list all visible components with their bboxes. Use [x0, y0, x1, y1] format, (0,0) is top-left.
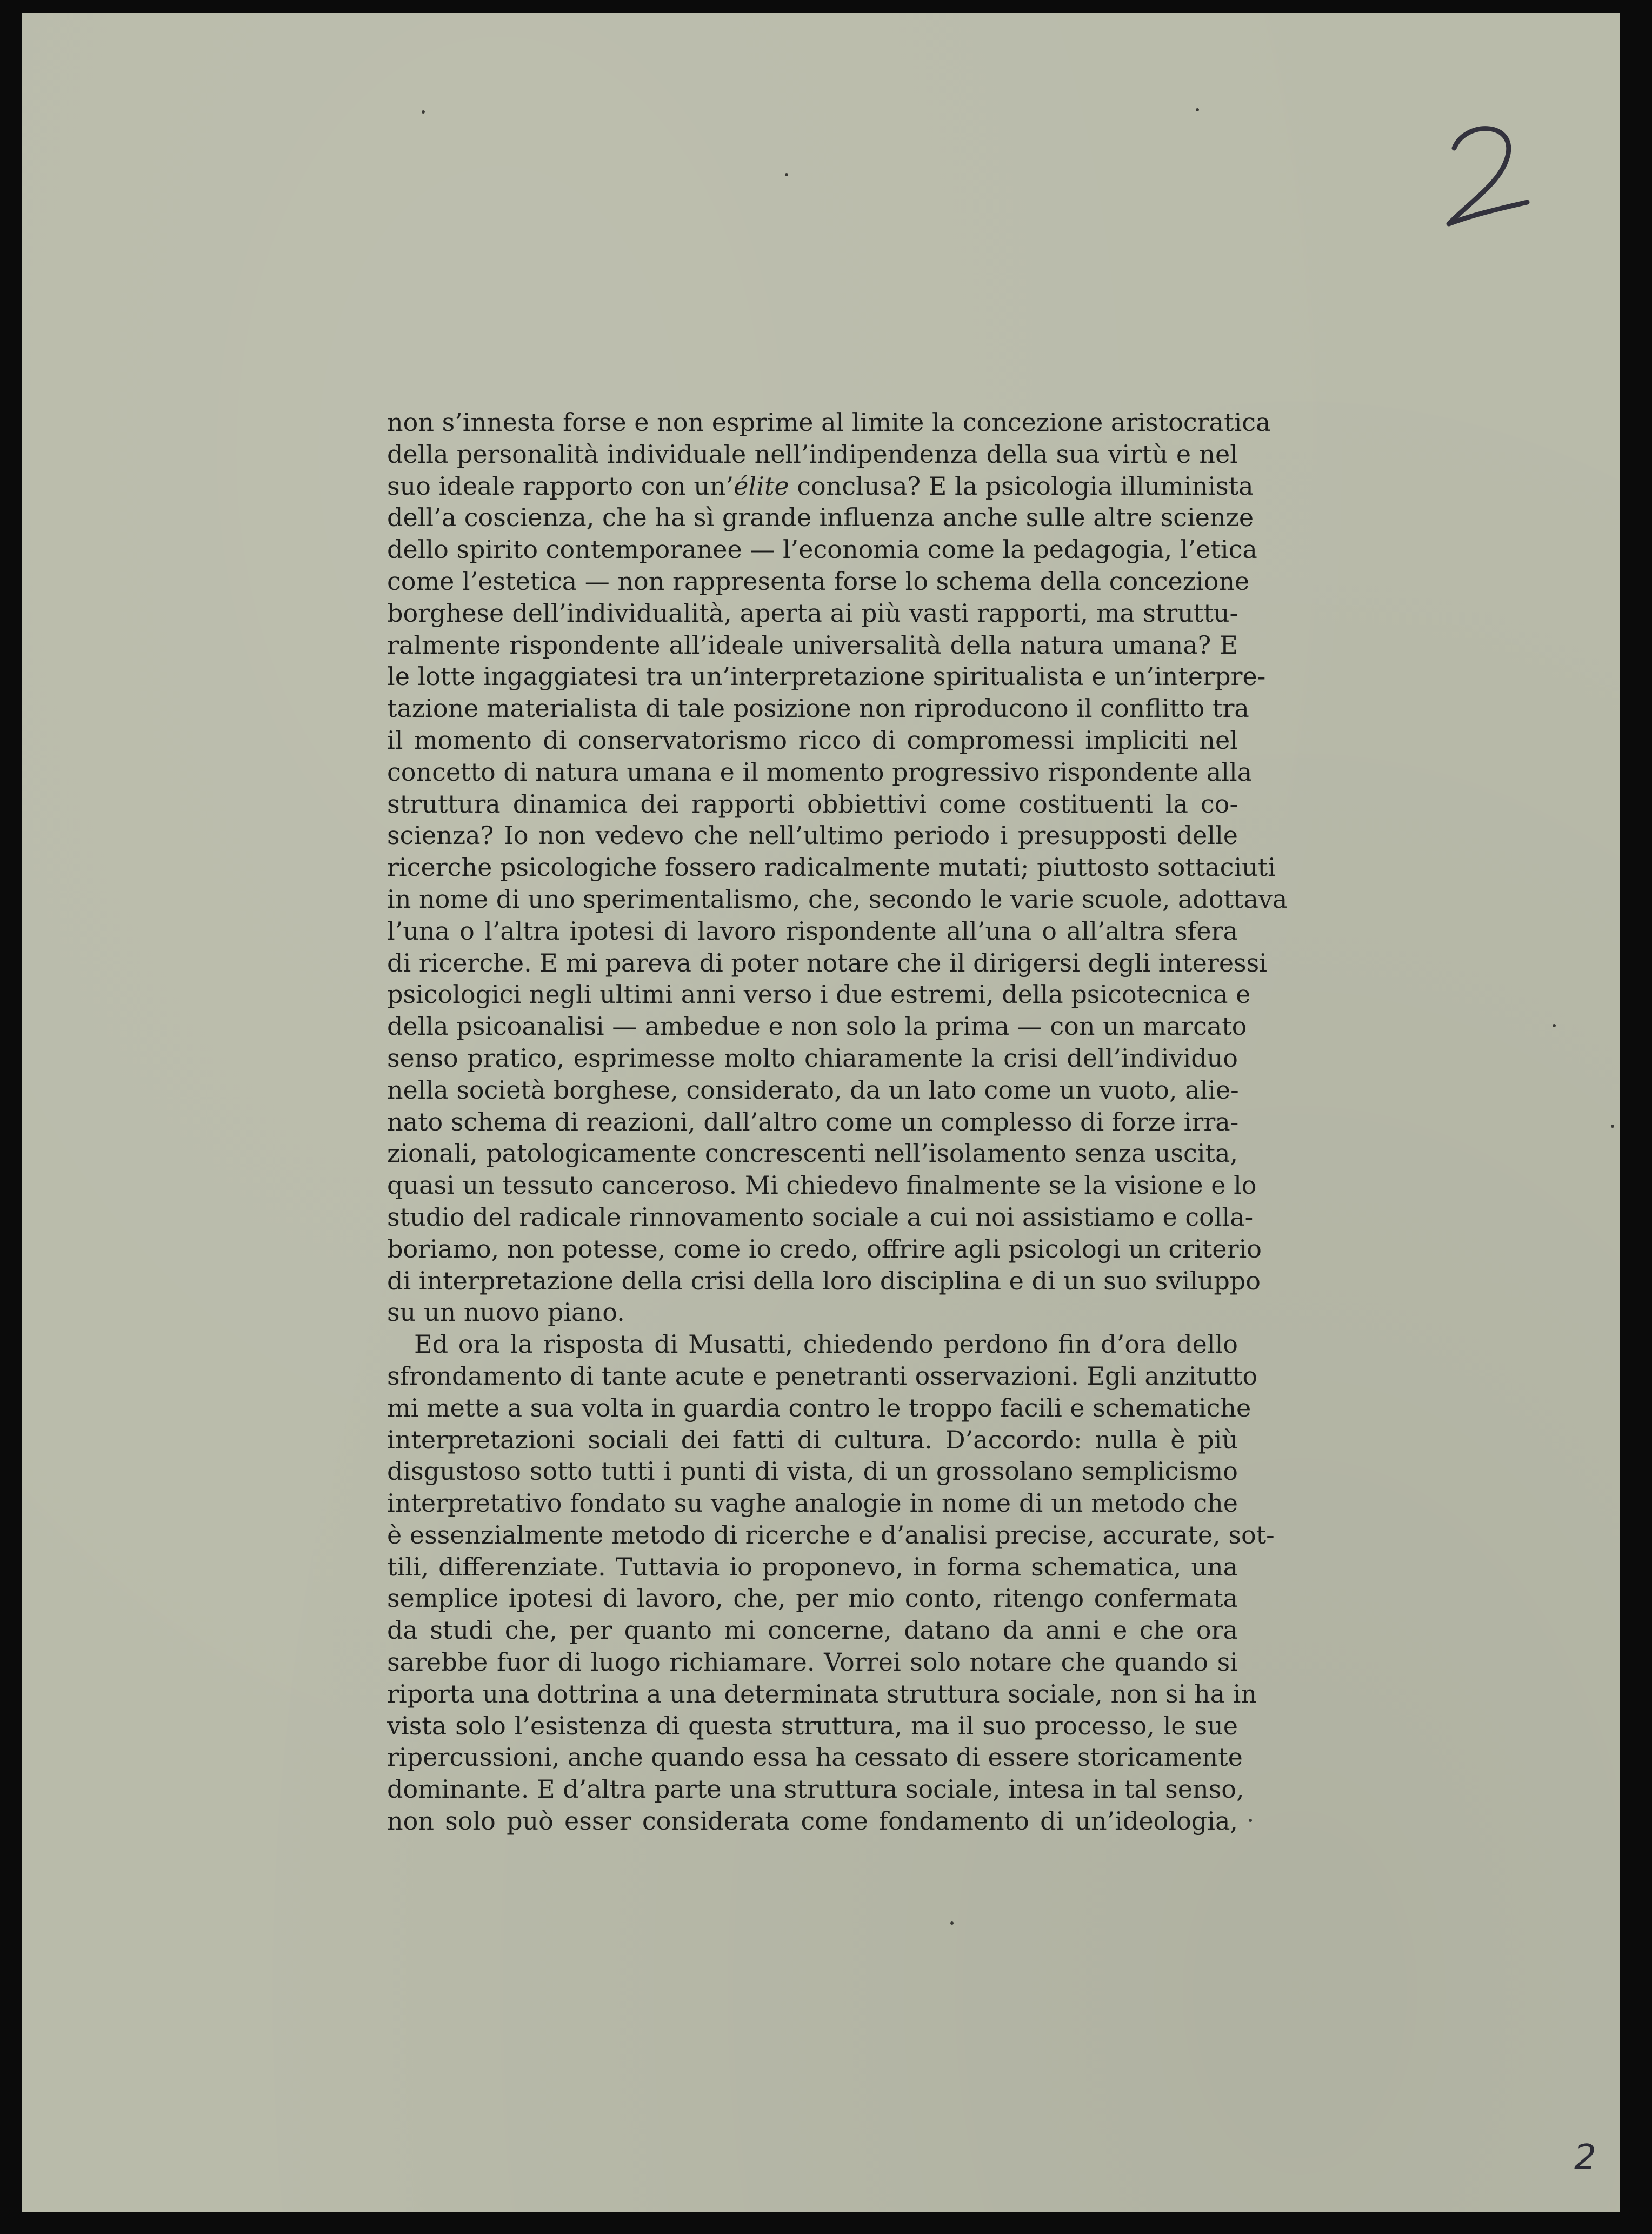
text-line: tili, differenziate. Tuttavia io proponevo, in forma schematica, una	[387, 1552, 1238, 1581]
handwritten-page-number	[1433, 116, 1541, 235]
paper-speck	[785, 173, 788, 176]
paragraph-2	[387, 1328, 1275, 1837]
text-line: sfrondamento di tante acute e penetranti osservazioni. Egli anzitutto	[387, 1361, 1258, 1391]
text-line: boriamo, non potesse, come io credo, offrire agli psicologi un criterio	[387, 1234, 1262, 1264]
text-line: tazione materialista di tale posizione non riproducono il conflitto tra	[387, 694, 1249, 723]
text-line: scienza? Io non vedevo che nell’ultimo periodo i presupposti delle	[387, 821, 1238, 850]
paper-speck	[1611, 1125, 1614, 1128]
text-line: è essenzialmente metodo di ricerche e d’analisi precise, accurate, sot-	[387, 1520, 1275, 1550]
text-line: non solo può esser considerata come fondamento di un’ideologia,	[387, 1806, 1238, 1836]
body-text	[387, 407, 1288, 1837]
text-line: sarebbe fuor di luogo richiamare. Vorrei solo notare che quando si	[387, 1647, 1238, 1677]
text-fragment: suo ideale rapporto con un’	[387, 471, 734, 501]
text-line: ricerche psicologiche fossero radicalmente mutati; piuttosto sottaciuti	[387, 853, 1276, 882]
text-line: da studi che, per quanto mi concerne, datano da anni e che ora	[387, 1615, 1238, 1645]
text-line: psicologici negli ultimi anni verso i due estremi, della psicotecnica e	[387, 980, 1251, 1009]
paper-sheet	[22, 13, 1620, 2212]
text-line: mi mette a sua volta in guardia contro le troppo facili e schematiche	[387, 1393, 1251, 1422]
text-line: non s’innesta forse e non esprime al limite la concezione aristocratica	[387, 408, 1271, 437]
paper-speck	[950, 1921, 954, 1925]
text-line: ralmente rispondente all’ideale universalità della natura umana? E	[387, 630, 1238, 660]
text-line: semplice ipotesi di lavoro, che, per mio conto, ritengo confermata	[387, 1584, 1238, 1613]
handwritten-numeral-drawing	[1433, 116, 1541, 235]
paper-speck	[1196, 108, 1199, 111]
text-line: della personalità individuale nell’indipendenza della sua virtù e nel	[387, 439, 1238, 469]
text-line: ripercussioni, anche quando essa ha cessato di essere storicamente	[387, 1743, 1243, 1772]
text-line: vista solo l’esistenza di questa struttura, ma il suo processo, le sue	[387, 1711, 1238, 1740]
text-line: struttura dinamica dei rapporti obbiettivi come costituenti la co-	[387, 789, 1238, 819]
text-line: senso pratico, esprimesse molto chiaramente la crisi dell’individuo	[387, 1043, 1238, 1073]
text-line: su un nuovo piano.	[387, 1298, 625, 1327]
text-line: interpretativo fondato su vaghe analogie in nome di un metodo che	[387, 1488, 1238, 1518]
text-line: nato schema di reazioni, dall’altro come un complesso di forze irra-	[387, 1107, 1239, 1136]
text-line: dell’a coscienza, che ha sì grande influenza anche sulle altre scienze	[387, 503, 1254, 533]
text-line: Ed ora la risposta di Musatti, chiedendo perdono fin d’ora dello	[414, 1329, 1238, 1359]
text-line: quasi un tessuto canceroso. Mi chiedevo finalmente se la visione e lo	[387, 1171, 1257, 1200]
text-line	[387, 470, 1254, 502]
text-line: di interpretazione della crisi della loro disciplina e di un suo sviluppo	[387, 1266, 1261, 1295]
text-line: il momento di conservatorismo ricco di compromessi impliciti nel	[387, 725, 1238, 755]
text-line: dello spirito contemporanee — l’economia come la pedagogia, l’etica	[387, 535, 1257, 564]
text-line: della psicoanalisi — ambedue e non solo la prima — con un marcato	[387, 1012, 1247, 1041]
paper-speck	[1249, 1819, 1252, 1822]
text-line: interpretazioni sociali dei fatti di cultura. D’accordo: nulla è più	[387, 1425, 1238, 1454]
text-line: dominante. E d’altra parte una struttura sociale, intesa in tal senso,	[387, 1774, 1244, 1804]
text-line: concetto di natura umana e il momento progressivo rispondente alla	[387, 757, 1253, 787]
text-line: studio del radicale rinnovamento sociale a cui noi assistiamo e colla-	[387, 1202, 1254, 1232]
italic-word: élite	[734, 471, 789, 501]
text-line: disgustoso sotto tutti i punti di vista, di un grossolano semplicismo	[387, 1457, 1238, 1486]
text-line: borghese dell’individualità, aperta ai più vasti rapporti, ma struttu-	[387, 598, 1238, 628]
paragraph-1	[387, 407, 1288, 1328]
text-line: riporta una dottrina a una determinata struttura sociale, non si ha in	[387, 1679, 1257, 1708]
text-line: nella società borghese, considerato, da un lato come un vuoto, alie-	[387, 1075, 1239, 1105]
text-line: in nome di uno sperimentalismo, che, secondo le varie scuole, adottava	[387, 884, 1288, 914]
text-line: le lotte ingaggiatesi tra un’interpretazione spiritualista e un’interpre-	[387, 662, 1266, 692]
paper-speck	[1553, 1024, 1556, 1027]
text-line: di ricerche. E mi pareva di poter notare che il dirigersi degli interessi	[387, 948, 1267, 978]
footer-page-number: 2	[1574, 2138, 1596, 2178]
text-line: zionali, patologicamente concrescenti nell’isolamento senza uscita,	[387, 1139, 1238, 1168]
text-line: come l’estetica — non rappresenta forse lo schema della concezione	[387, 566, 1250, 596]
paper-speck	[422, 110, 425, 114]
text-fragment: conclusa? E la psicologia illuminista	[789, 471, 1254, 501]
text-line: l’una o l’altra ipotesi di lavoro rispondente all’una o all’altra sfera	[387, 916, 1238, 946]
